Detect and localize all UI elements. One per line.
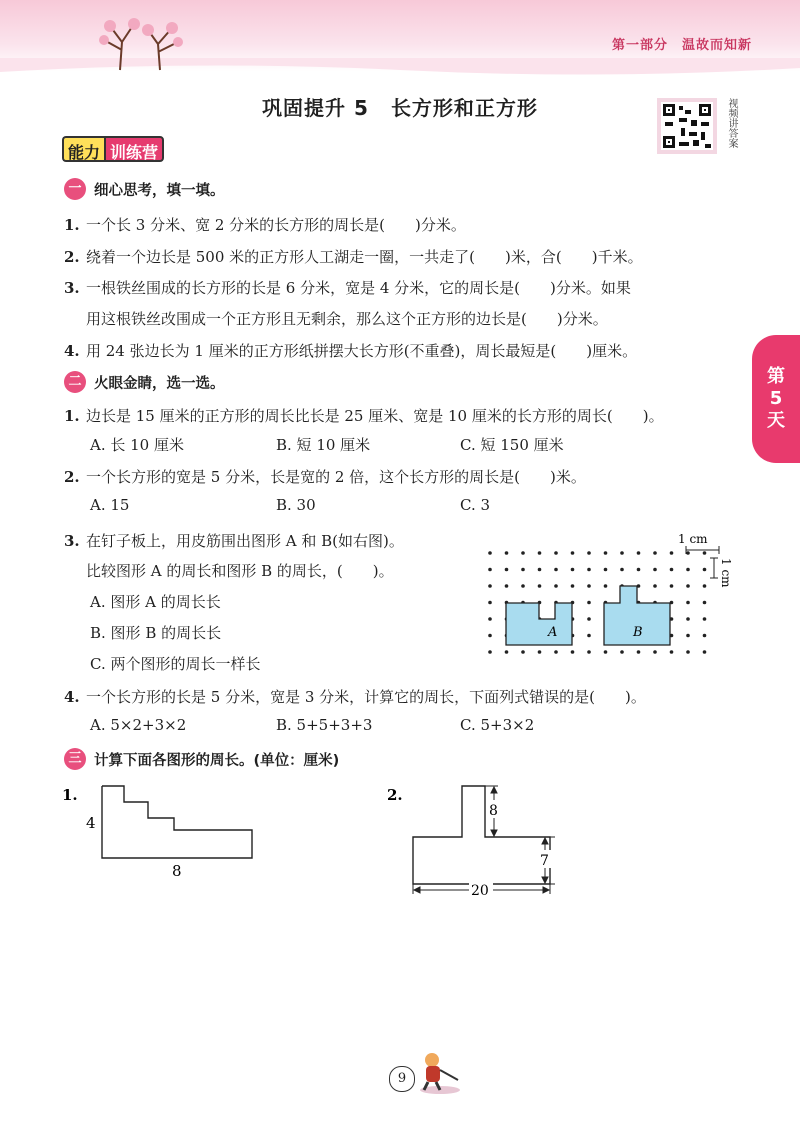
peg-dot	[505, 650, 509, 654]
pegboard-figure	[470, 528, 740, 688]
fig2-side-label: 7	[540, 853, 549, 869]
fig1-number: 1.	[62, 786, 78, 804]
peg-dot	[686, 568, 690, 572]
peg-dot	[488, 617, 492, 621]
peg-dot	[587, 551, 591, 555]
s2-q4-option-c[interactable]: C. 5+3×2	[460, 716, 535, 734]
peg-dot	[587, 568, 591, 572]
title-right: 长方形和正方形	[390, 96, 538, 120]
header-part: 第一部分	[611, 38, 668, 53]
s1-q2: 2. 绕着一个边长是 500 米的正方形人工湖走一圈，一共走了( )米，合( )千米。	[64, 248, 643, 266]
s2-q2-option-c[interactable]: C. 3	[460, 496, 491, 514]
section3-badge: 三	[64, 748, 86, 770]
section2-title: 火眼金睛，选一选。	[94, 375, 225, 392]
section3-heading	[64, 748, 339, 770]
peg-dot	[571, 650, 575, 654]
peg-dot	[571, 584, 575, 588]
section1-title: 细心思考，填一填。	[94, 182, 225, 199]
peg-dot	[521, 568, 525, 572]
s2-q2-option-a[interactable]: A. 15	[90, 496, 130, 514]
peg-dot	[488, 568, 492, 572]
peg-dot	[686, 617, 690, 621]
peg-dot	[505, 568, 509, 572]
peg-dot	[604, 551, 608, 555]
shape-a-label: A	[548, 625, 558, 640]
peg-dot	[703, 634, 707, 638]
side-tab-line3: 天	[767, 410, 785, 431]
peg-dot	[670, 584, 674, 588]
shape-b-label: B	[633, 625, 643, 640]
peg-dot	[653, 584, 657, 588]
s2-q3: 3. 在钉子板上，用皮筋围出图形 A 和 B(如右图)。	[64, 532, 404, 550]
peg-dot	[571, 551, 575, 555]
s2-q3-option-a[interactable]: A. 图形 A 的周长长	[90, 593, 221, 611]
peg-dot	[686, 601, 690, 605]
fig2-top-label: 8	[489, 803, 498, 819]
s1-q3: 3. 一根铁丝围成的长方形的长是 6 分米，宽是 4 分米，它的周长是( )分米。如果	[64, 279, 631, 297]
peg-dot	[554, 650, 558, 654]
side-tab-line1: 第	[767, 366, 785, 387]
peg-dot	[587, 650, 591, 654]
s2-q4-option-a[interactable]: A. 5×2+3×2	[90, 716, 187, 734]
peg-dot	[686, 650, 690, 654]
peg-dot	[604, 584, 608, 588]
day-side-tab	[752, 335, 800, 463]
peg-dot	[505, 551, 509, 555]
peg-dot	[571, 568, 575, 572]
peg-dot	[587, 617, 591, 621]
fig1-staircase	[102, 786, 252, 858]
qr-note: 视频讲答案	[726, 98, 737, 148]
peg-dot	[637, 551, 641, 555]
peg-dot	[670, 568, 674, 572]
s2-q4: 4. 一个长方形的长是 5 分米，宽是 3 分米，计算它的周长，下面列式错误的是( )。	[64, 688, 646, 706]
section3-title: 计算下面各图形的周长。(单位：厘米)	[94, 752, 340, 769]
peg-dot	[554, 551, 558, 555]
qr-code[interactable]	[657, 98, 717, 154]
peg-dot	[554, 584, 558, 588]
peg-dot	[686, 584, 690, 588]
peg-dot	[620, 551, 624, 555]
s2-q3-option-c[interactable]: C. 两个图形的周长一样长	[90, 655, 261, 673]
header-right	[598, 34, 752, 53]
tag-camp: 训练营	[104, 136, 164, 162]
s1-q1: 1. 一个长 3 分米、宽 2 分米的长方形的周长是( )分米。	[64, 216, 466, 234]
peg-dot	[686, 551, 690, 555]
peg-dot	[521, 584, 525, 588]
fig2-width-label: 20	[471, 883, 489, 899]
peg-dot	[538, 551, 542, 555]
peg-dot	[587, 634, 591, 638]
peg-dot	[703, 617, 707, 621]
peg-dot	[703, 551, 707, 555]
fig1-height-label: 4	[86, 814, 96, 832]
s2-q3-continued: 比较图形 A 的周长和图形 B 的周长，( )。	[86, 562, 394, 580]
section1-badge: 一	[64, 178, 86, 200]
mascot-icon	[410, 1050, 470, 1096]
s2-q1-option-c[interactable]: C. 短 150 厘米	[460, 436, 564, 454]
s2-q1: 1. 边长是 15 厘米的正方形的周长比长是 25 厘米、宽是 10 厘米的长方形的周长( )。	[64, 407, 664, 425]
figure-1	[60, 782, 280, 882]
unit-horizontal: 1 cm	[678, 532, 708, 546]
peg-dot	[604, 568, 608, 572]
section2-heading	[64, 371, 225, 393]
peg-dot	[703, 568, 707, 572]
peg-dot	[587, 584, 591, 588]
peg-dot	[620, 650, 624, 654]
s2-q4-option-b[interactable]: B. 5+5+3+3	[276, 716, 373, 734]
tree-illustration	[90, 12, 190, 72]
peg-dot	[703, 584, 707, 588]
s2-q1-option-a[interactable]: A. 长 10 厘米	[90, 436, 184, 454]
s2-q3-option-b[interactable]: B. 图形 B 的周长长	[90, 624, 222, 642]
s1-q3-continued: 用这根铁丝改围成一个正方形且无剩余，那么这个正方形的边长是( )分米。	[86, 310, 608, 328]
training-tag	[62, 136, 164, 162]
side-tab-line2: 5	[769, 388, 783, 409]
peg-dot	[703, 650, 707, 654]
peg-dot	[488, 650, 492, 654]
peg-dot	[653, 551, 657, 555]
peg-dot	[620, 568, 624, 572]
page-number: 9	[389, 1066, 415, 1092]
unit-vertical: 1 cm	[719, 558, 733, 588]
tag-ability: 能力	[62, 136, 104, 162]
peg-dot	[587, 601, 591, 605]
peg-dot	[686, 634, 690, 638]
s1-q4: 4. 用 24 张边长为 1 厘米的正方形纸拼摆大长方形(不重叠)，周长最短是( )厘米。	[64, 342, 638, 360]
peg-dot	[488, 551, 492, 555]
peg-dot	[670, 551, 674, 555]
qr-code-icon	[661, 102, 713, 150]
s2-q2-option-b[interactable]: B. 30	[276, 496, 316, 514]
fig2-number: 2.	[387, 786, 403, 804]
shape-a	[506, 603, 572, 645]
peg-dot	[653, 650, 657, 654]
peg-dot	[488, 601, 492, 605]
peg-dot	[637, 568, 641, 572]
peg-dot	[637, 650, 641, 654]
peg-dot	[538, 650, 542, 654]
title-left: 巩固提升 5	[262, 96, 369, 120]
peg-dot	[488, 584, 492, 588]
peg-dot	[703, 601, 707, 605]
section2-badge: 二	[64, 371, 86, 393]
peg-dot	[538, 568, 542, 572]
section1-heading	[64, 178, 225, 200]
peg-dot	[604, 650, 608, 654]
peg-dot	[538, 584, 542, 588]
fig1-width-label: 8	[172, 862, 182, 880]
figure-2	[385, 782, 585, 902]
fig2-shape	[413, 786, 550, 884]
peg-dot	[670, 650, 674, 654]
s2-q1-option-b[interactable]: B. 短 10 厘米	[276, 436, 371, 454]
peg-dot	[554, 568, 558, 572]
header-subtitle: 温故而知新	[681, 38, 752, 53]
peg-dot	[488, 634, 492, 638]
peg-dot	[521, 551, 525, 555]
peg-dot	[521, 650, 525, 654]
s2-q2: 2. 一个长方形的宽是 5 分米，长是宽的 2 倍，这个长方形的周长是( )米。	[64, 468, 586, 486]
peg-dot	[505, 584, 509, 588]
peg-dot	[653, 568, 657, 572]
